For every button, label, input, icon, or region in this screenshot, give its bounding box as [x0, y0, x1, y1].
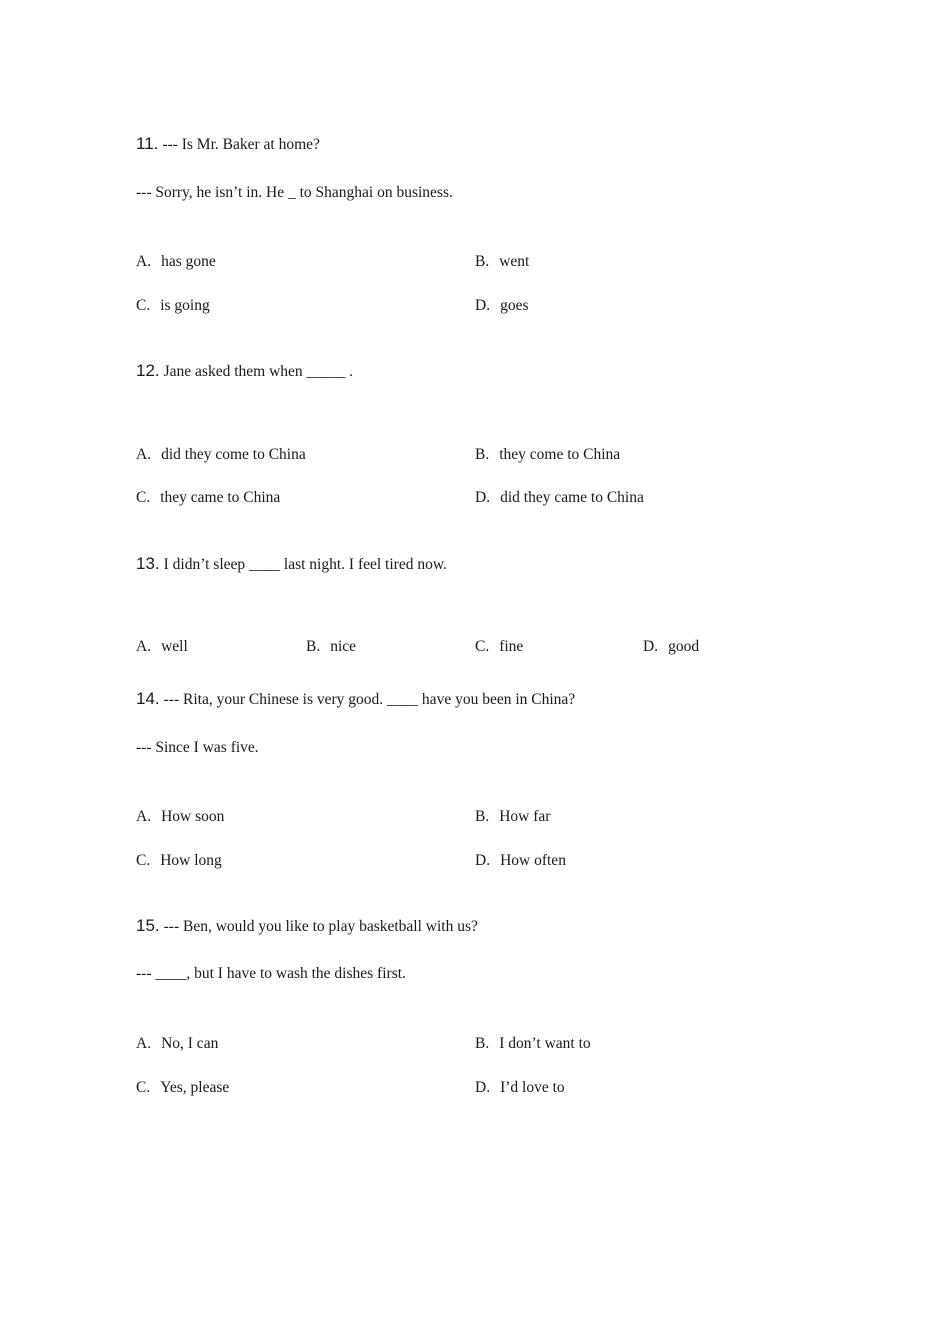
option-b[interactable]: B. I don’t want to	[475, 1035, 591, 1052]
question-stem: --- Rita, your Chinese is very good. ____ have you been in China?	[163, 691, 576, 708]
option-d[interactable]: D. goes	[475, 297, 529, 314]
option-c[interactable]: C. is going	[136, 297, 210, 314]
option-c[interactable]: C. fine	[475, 638, 524, 655]
question-dialogue-line: --- ____, but I have to wash the dishes first.	[136, 965, 406, 982]
option-a[interactable]: A. has gone	[136, 253, 216, 270]
option-d[interactable]: D. How often	[475, 852, 566, 869]
question-14	[136, 689, 816, 869]
option-c[interactable]: C. Yes, please	[136, 1079, 230, 1096]
option-b[interactable]: B. How far	[475, 808, 551, 825]
question-number: 12.	[136, 361, 160, 380]
question-stem: I didn’t sleep ____ last night. I feel tired now.	[163, 556, 447, 573]
question-number: 11.	[136, 134, 159, 153]
question-dialogue-line: --- Since I was five.	[136, 739, 259, 756]
options-row-2	[136, 296, 816, 316]
question-12	[136, 361, 816, 506]
options-row-1	[136, 1034, 816, 1054]
question-13	[136, 554, 816, 655]
question-dialogue-line: --- Sorry, he isn’t in. He _ to Shanghai on business.	[136, 184, 453, 201]
option-a[interactable]: A. did they come to China	[136, 446, 306, 463]
option-b[interactable]: B. went	[475, 253, 530, 270]
question-15	[136, 916, 816, 1096]
options-row-2	[136, 488, 816, 508]
question-number: 15.	[136, 916, 160, 935]
options-row-2	[136, 1078, 816, 1098]
option-b[interactable]: B. they come to China	[475, 446, 621, 463]
question-stem: --- Ben, would you like to play basketball with us?	[163, 918, 478, 935]
options-row-1	[136, 252, 816, 272]
options-row-1	[136, 445, 816, 465]
option-b[interactable]: B. nice	[306, 638, 357, 655]
option-d[interactable]: D. I’d love to	[475, 1079, 565, 1096]
option-a[interactable]: A. well	[136, 638, 188, 655]
options-row-1	[136, 637, 816, 657]
option-c[interactable]: C. How long	[136, 852, 222, 869]
question-number: 13.	[136, 554, 160, 573]
option-a[interactable]: A. No, I can	[136, 1035, 219, 1052]
options-row-1	[136, 807, 816, 827]
question-11	[136, 134, 816, 314]
question-stem: --- Is Mr. Baker at home?	[162, 136, 320, 153]
option-d[interactable]: D. did they came to China	[475, 489, 644, 506]
question-stem: Jane asked them when _____ .	[163, 363, 354, 380]
options-row-2	[136, 851, 816, 871]
option-d[interactable]: D. good	[643, 638, 700, 655]
option-a[interactable]: A. How soon	[136, 808, 225, 825]
option-c[interactable]: C. they came to China	[136, 489, 281, 506]
question-number: 14.	[136, 689, 160, 708]
